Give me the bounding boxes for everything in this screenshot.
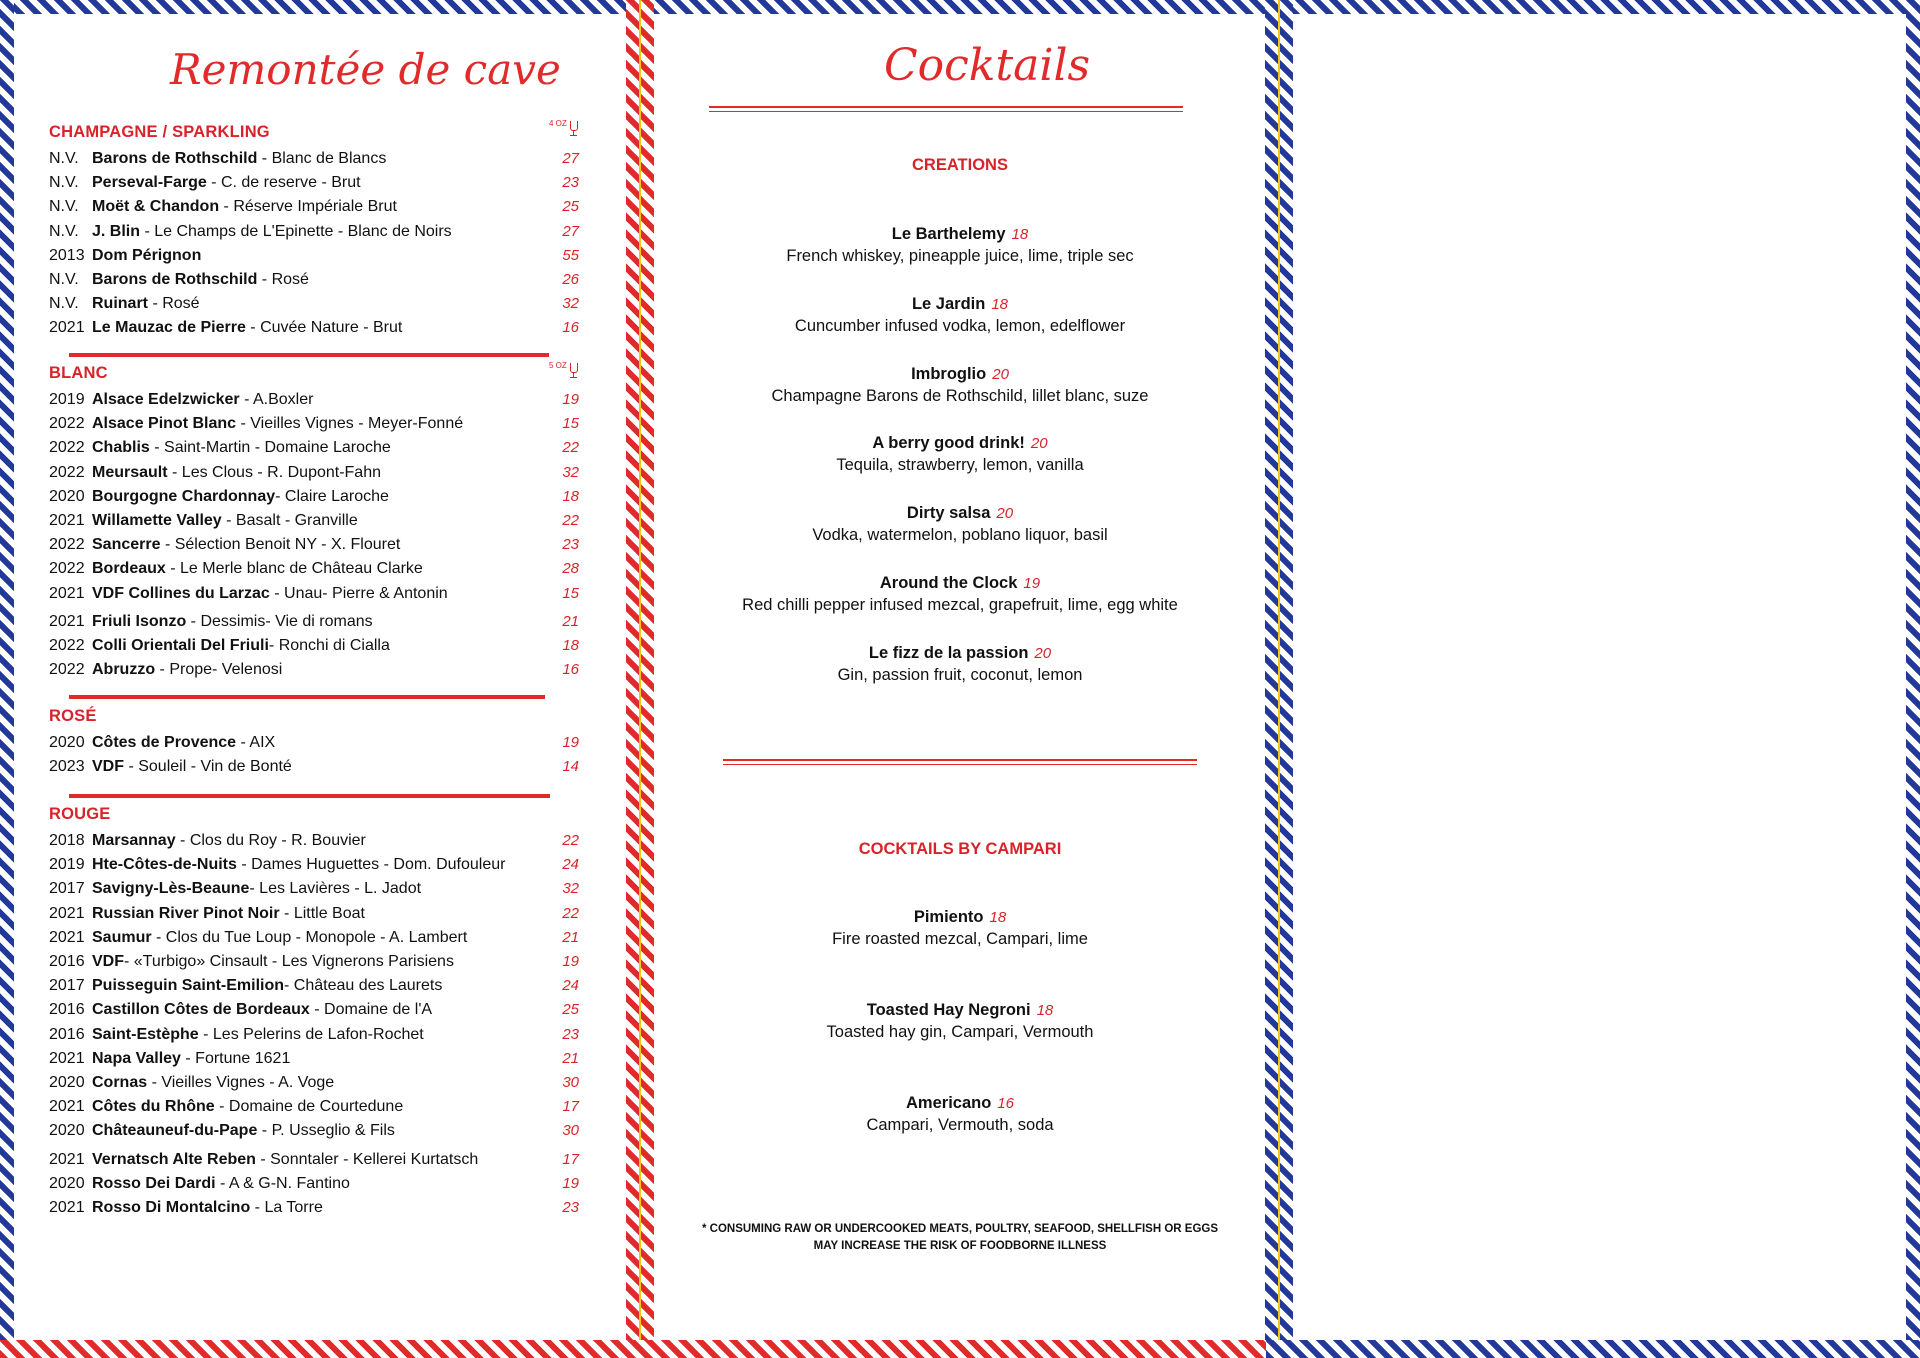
glass-size-label: 5 OZ: [549, 361, 567, 370]
wine-detail: - La Torre: [250, 1199, 323, 1216]
wine-price: 30: [562, 1074, 579, 1091]
wine-detail: - P. Usseglio & Fils: [257, 1122, 395, 1140]
fold-stripe-right-a: [1265, 0, 1278, 1358]
wine-name: Russian River Pinot Noir: [92, 904, 280, 922]
wine-detail: - Les Clous - R. Dupont-Fahn: [167, 463, 381, 481]
wine-price: 55: [562, 246, 579, 264]
wine-item: [49, 878, 579, 900]
cocktail-item: [660, 574, 1260, 615]
wine-name: Friuli Isonzo: [92, 612, 187, 630]
wine-vintage: 2022: [49, 536, 85, 554]
wine-detail: - Vieilles Vignes - Meyer-Fonné: [236, 415, 464, 433]
wine-item: [49, 903, 579, 925]
wine-price: 19: [562, 1174, 579, 1192]
cocktail-name: Le fizz de la passion: [868, 643, 1029, 662]
cocktail-item: [660, 1001, 1260, 1042]
wine-name: Bourgogne Chardonnay: [92, 487, 276, 505]
wine-price: 23: [562, 536, 579, 554]
wine-price: 14: [562, 758, 579, 776]
wine-price: 27: [562, 222, 579, 240]
wine-price: 18: [562, 637, 579, 654]
cocktail-description: Fire roasted mezcal, Campari, lime: [832, 930, 1088, 948]
wine-price: 26: [562, 271, 579, 288]
cocktail-description: Cuncumber infused vodka, lemon, edelflower: [794, 316, 1126, 335]
wine-price: 18: [562, 487, 579, 505]
wine-price: 25: [562, 1001, 579, 1019]
cocktail-item: [660, 225, 1260, 266]
wine-vintage: 2021: [49, 1150, 85, 1168]
wine-vintage: 2021: [49, 928, 85, 946]
wine-detail: - Basalt - Granville: [221, 512, 358, 529]
wine-price: 22: [562, 904, 579, 922]
wine-name: Côtes du Rhône: [92, 1098, 215, 1116]
food-safety-notice: [660, 1221, 1260, 1255]
creations-heading: CREATIONS: [912, 156, 1008, 174]
cocktail-description: Campari, Vermouth, soda: [866, 1116, 1054, 1134]
wine-name: Le Mauzac de Pierre: [92, 319, 246, 337]
wine-price: 32: [562, 295, 579, 313]
wine-price: 19: [562, 734, 579, 751]
wine-detail: - «Turbigo» Cinsault - Les Vignerons Parisiens: [124, 953, 454, 970]
wine-price: 16: [562, 661, 579, 679]
cocktail-description: Champagne Barons de Rothschild, lillet blanc, suze: [771, 386, 1149, 405]
bottom-border-right: [1266, 1340, 1920, 1358]
wine-detail: - Vieilles Vignes - A. Voge: [147, 1074, 335, 1091]
wine-vintage: 2018: [49, 832, 85, 849]
wine-detail: - Blanc de Blancs: [257, 150, 387, 167]
wine-name: VDF Collines du Larzac: [92, 584, 270, 602]
wine-item: [49, 732, 579, 754]
wine-vintage: 2019: [49, 391, 85, 408]
wine-vintage: 2016: [49, 1025, 85, 1043]
wine-vintage: 2020: [49, 734, 85, 751]
wine-detail: - Claire Laroche: [275, 487, 389, 505]
wine-detail: - Les Lavières - L. Jadot: [249, 880, 422, 898]
wine-item: [49, 148, 579, 170]
wine-item: [49, 1149, 579, 1171]
wine-price: 19: [562, 391, 579, 408]
wine-item: [49, 611, 579, 633]
wine-detail: - Prope- Velenosi: [155, 661, 283, 679]
wine-vintage: 2021: [49, 1199, 85, 1216]
wine-item: [49, 196, 579, 218]
wine-detail: - Fortune 1621: [180, 1049, 291, 1067]
cocktail-name: Around the Clock: [879, 574, 1018, 592]
wine-vintage: 2021: [49, 612, 85, 630]
wine-vintage: 2021: [49, 1049, 85, 1067]
wine-item: [49, 1072, 579, 1094]
wine-list-title: Remontée de cave: [170, 45, 561, 94]
wine-name: Barons de Rothschild: [92, 271, 258, 288]
wine-name: Castillon Côtes de Bordeaux: [92, 1001, 310, 1019]
wine-price: 25: [562, 198, 579, 216]
wine-name: Rosso Dei Dardi: [92, 1174, 216, 1192]
wine-vintage: 2022: [49, 637, 85, 654]
cocktail-name: Pimiento: [913, 908, 984, 926]
wine-detail: - A & G-N. Fantino: [215, 1174, 350, 1192]
wine-vintage: 2021: [49, 512, 85, 529]
cocktail-description: Red chilli pepper infused mezcal, grapefruit, lime, egg white: [742, 596, 1178, 614]
wine-price: 32: [562, 463, 579, 481]
wine-vintage: N.V.: [49, 222, 79, 240]
wine-item: [49, 534, 579, 556]
wine-name: Sancerre: [92, 536, 161, 554]
campari-double-rule: [723, 759, 1197, 765]
wine-detail: - Rosé: [257, 271, 309, 288]
wine-vintage: 2017: [49, 880, 85, 898]
wine-detail: - Sonntaler - Kellerei Kurtatsch: [255, 1150, 479, 1168]
wine-item: [49, 756, 579, 778]
cocktail-item: [660, 504, 1260, 545]
wine-vintage: 2022: [49, 415, 85, 433]
wine-name: J. Blin: [92, 222, 141, 240]
cocktail-item: [660, 365, 1260, 406]
notice-line-1: * CONSUMING RAW OR UNDERCOOKED MEATS, POULTRY, SEAFOOD, SHELLFISH OR EGGS: [701, 1223, 1219, 1235]
wine-item: [49, 510, 579, 532]
wine-price: 24: [562, 977, 579, 995]
right-border: [1906, 0, 1920, 1358]
wine-price: 30: [562, 1122, 579, 1140]
wine-item: [49, 317, 579, 339]
wine-name: Abruzzo: [92, 661, 156, 679]
section-heading: BLANC: [49, 364, 108, 382]
wine-price: 16: [562, 319, 579, 337]
wine-detail: - Little Boat: [279, 904, 365, 922]
wine-vintage: 2020: [49, 1174, 85, 1192]
wine-item: [49, 558, 579, 580]
cocktail-price: 20: [992, 365, 1009, 383]
wine-detail: - Clos du Roy - R. Bouvier: [175, 832, 366, 849]
section-heading: ROSÉ: [49, 707, 97, 725]
glass-size-5oz: [549, 361, 581, 381]
cocktails-title: Cocktails: [884, 40, 1091, 91]
wine-name: Dom Pérignon: [92, 246, 202, 264]
wine-price: 22: [562, 832, 579, 849]
cocktail-item: [660, 434, 1260, 475]
wine-name: Alsace Edelzwicker: [92, 391, 240, 408]
cocktail-price: 16: [997, 1095, 1014, 1112]
wine-name: Châteauneuf-du-Pape: [92, 1122, 258, 1140]
glass-size-label: 4 OZ: [549, 119, 567, 128]
wine-detail: - AIX: [236, 734, 276, 751]
wine-detail: - Clos du Tue Loup - Monopole - A. Lambert: [151, 928, 468, 946]
wine-vintage: 2023: [49, 758, 85, 776]
cocktail-name: Imbroglio: [911, 364, 987, 383]
wine-item: [49, 462, 579, 484]
wine-name: Côtes de Provence: [92, 734, 237, 751]
wine-vintage: 2022: [49, 661, 85, 679]
wine-vintage: 2021: [49, 1098, 85, 1116]
wine-name: Perseval-Farge: [92, 174, 207, 192]
wine-vintage: 2020: [49, 1122, 85, 1140]
glass-size-4oz: [549, 119, 581, 139]
cocktail-price: 20: [996, 505, 1014, 523]
title-double-rule: [709, 106, 1183, 112]
wine-detail: - Le Champs de L'Epinette - Blanc de Noirs: [140, 222, 452, 240]
wine-item: [49, 1173, 579, 1195]
wine-price: 28: [562, 560, 579, 578]
cocktail-price: 20: [1034, 644, 1052, 662]
wine-vintage: 2021: [49, 319, 85, 337]
cocktail-price: 19: [1023, 575, 1041, 592]
wine-name: Saint-Estèphe: [92, 1025, 199, 1043]
wine-item: [49, 245, 579, 267]
section-heading: ROUGE: [49, 805, 111, 823]
wine-item: [49, 1048, 579, 1070]
wine-name: Alsace Pinot Blanc: [92, 415, 237, 433]
wine-name: Ruinart: [92, 295, 148, 313]
top-border-mid: [652, 0, 1267, 14]
wine-price: 22: [562, 512, 579, 529]
wine-price: 15: [562, 415, 579, 433]
wine-detail: - Le Merle blanc de Château Clarke: [165, 560, 423, 578]
wine-item: [49, 293, 579, 315]
cocktail-name: Dirty salsa: [906, 504, 991, 523]
wine-name: Saumur: [92, 928, 152, 946]
wine-vintage: N.V.: [49, 174, 79, 192]
cocktail-price: 20: [1030, 435, 1048, 453]
wine-vintage: 2020: [49, 1074, 85, 1091]
wine-item: [49, 854, 579, 876]
wine-name: Cornas: [92, 1074, 148, 1091]
wine-vintage: 2020: [49, 487, 85, 505]
wine-name: VDF: [92, 953, 124, 970]
notice-line-2: MAY INCREASE THE RISK OF FOODBORNE ILLNESS: [813, 1240, 1107, 1252]
wine-price: 24: [562, 856, 579, 874]
wine-name: Napa Valley: [92, 1049, 181, 1067]
wine-vintage: N.V.: [49, 271, 79, 288]
wine-detail: - Sélection Benoit NY - X. Flouret: [160, 536, 401, 554]
wine-vintage: 2019: [49, 856, 85, 874]
cocktail-name: Toasted Hay Negroni: [866, 1001, 1031, 1019]
wine-name: Colli Orientali Del Friuli: [92, 637, 269, 654]
wine-price: 15: [562, 584, 579, 602]
wine-price: 21: [562, 928, 579, 946]
wine-name: Moët & Chandon: [92, 198, 220, 216]
bottom-border-left: [0, 1340, 1266, 1358]
wine-item: [49, 951, 579, 973]
left-border: [0, 0, 14, 1358]
cocktail-price: 18: [1011, 226, 1029, 243]
cocktail-name: A berry good drink!: [872, 434, 1025, 453]
fold-stripe-right-b: [1280, 0, 1293, 1358]
wine-vintage: 2022: [49, 560, 85, 578]
cocktail-item: [660, 1094, 1260, 1135]
cocktail-price: 18: [1036, 1002, 1054, 1019]
wine-detail: - Domaine de Courtedune: [214, 1098, 404, 1116]
top-border-right: [1292, 0, 1920, 14]
wine-name: Hte-Côtes-de-Nuits: [92, 856, 237, 874]
wine-vintage: 2021: [49, 584, 85, 602]
section-divider: [69, 794, 550, 798]
wine-vintage: 2022: [49, 463, 85, 481]
wine-price: 22: [562, 439, 579, 457]
wine-vintage: N.V.: [49, 150, 79, 167]
section-heading: CHAMPAGNE / SPARKLING: [49, 123, 270, 141]
cocktail-name: Americano: [906, 1094, 992, 1112]
wine-vintage: 2016: [49, 1001, 85, 1019]
wine-item: [49, 583, 579, 605]
wine-name: Savigny-Lès-Beaune: [92, 880, 250, 898]
wine-vintage: 2022: [49, 439, 85, 457]
wine-name: Chablis: [92, 439, 150, 457]
wine-name: Marsannay: [92, 832, 176, 849]
wine-item: [49, 389, 579, 411]
cocktail-description: Toasted hay gin, Campari, Vermouth: [826, 1023, 1094, 1041]
wine-item: [49, 1120, 579, 1142]
wine-vintage: 2013: [49, 246, 85, 264]
wine-item: [49, 1096, 579, 1118]
cocktail-price: 18: [989, 909, 1007, 926]
wine-vintage: N.V.: [49, 295, 79, 313]
wine-detail: - Saint-Martin - Domaine Laroche: [149, 439, 391, 457]
wine-item: [49, 413, 579, 435]
wine-item: [49, 635, 579, 657]
wine-vintage: 2017: [49, 977, 85, 995]
wine-price: 21: [562, 1049, 579, 1067]
fold-stripe-left-b: [641, 0, 654, 1358]
wine-item: [49, 486, 579, 508]
wine-price: 19: [562, 953, 579, 970]
wine-detail: - Souleil - Vin de Bonté: [124, 758, 292, 776]
top-border-left: [0, 0, 627, 14]
wine-price: 27: [562, 150, 579, 167]
wine-price: 32: [562, 880, 579, 898]
cocktail-description: Gin, passion fruit, coconut, lemon: [837, 665, 1083, 684]
wine-item: [49, 221, 579, 243]
wine-detail: - Château des Laurets: [284, 977, 443, 995]
wine-item: [49, 1024, 579, 1046]
wine-name: Vernatsch Alte Reben: [92, 1150, 256, 1168]
wine-name: Meursault: [92, 463, 168, 481]
wine-price: 21: [562, 612, 579, 630]
wine-name: Bordeaux: [92, 560, 166, 578]
cocktail-name: Le Barthelemy: [891, 225, 1006, 243]
section-divider: [69, 695, 545, 699]
fold-stripe-left-a: [626, 0, 639, 1358]
wine-item: [49, 975, 579, 997]
wine-item: [49, 1197, 579, 1219]
wine-detail: - Ronchi di Cialla: [268, 637, 390, 654]
section-divider: [69, 353, 549, 357]
wine-detail: - Cuvée Nature - Brut: [245, 319, 403, 337]
wine-item: [49, 830, 579, 852]
wine-detail: - C. de reserve - Brut: [206, 174, 361, 192]
wine-item: [49, 172, 579, 194]
cocktail-price: 18: [991, 295, 1009, 313]
wine-price: 17: [562, 1098, 579, 1116]
cocktail-description: French whiskey, pineapple juice, lime, triple sec: [786, 247, 1134, 265]
wine-name: VDF: [92, 758, 124, 776]
wine-name: Rosso Di Montalcino: [92, 1199, 251, 1216]
cocktail-description: Vodka, watermelon, poblano liquor, basil: [812, 526, 1108, 545]
wine-name: Willamette Valley: [92, 512, 222, 529]
wine-item: [49, 927, 579, 949]
wine-price: 23: [562, 1025, 579, 1043]
wine-detail: - Domaine de l'A: [309, 1001, 433, 1019]
wine-item: [49, 659, 579, 681]
wine-detail: - Dames Huguettes - Dom. Dufouleur: [236, 856, 506, 874]
wine-detail: - Dessimis- Vie di romans: [186, 612, 373, 630]
cocktail-item: [660, 295, 1260, 336]
wine-detail: - A.Boxler: [239, 391, 314, 408]
cocktail-name: Le Jardin: [911, 294, 986, 313]
cocktail-item: [660, 644, 1260, 685]
wine-name: Puisseguin Saint-Emilion: [92, 977, 285, 995]
wine-item: [49, 437, 579, 459]
wine-vintage: N.V.: [49, 198, 79, 216]
wine-vintage: 2016: [49, 953, 85, 970]
wine-detail: - Unau- Pierre & Antonin: [269, 584, 448, 602]
wine-item: [49, 999, 579, 1021]
wine-price: 23: [562, 1199, 579, 1216]
wine-detail: - Rosé: [148, 295, 200, 313]
cocktail-description: Tequila, strawberry, lemon, vanilla: [836, 456, 1084, 475]
campari-heading: COCKTAILS BY CAMPARI: [858, 840, 1062, 858]
wine-vintage: 2021: [49, 904, 85, 922]
wine-detail: - Les Pelerins de Lafon-Rochet: [198, 1025, 424, 1043]
cocktail-item: [660, 908, 1260, 949]
wine-name: Barons de Rothschild: [92, 150, 258, 167]
wine-price: 17: [562, 1150, 579, 1168]
wine-detail: - Réserve Impériale Brut: [219, 198, 397, 216]
wine-item: [49, 269, 579, 291]
wine-price: 23: [562, 174, 579, 192]
